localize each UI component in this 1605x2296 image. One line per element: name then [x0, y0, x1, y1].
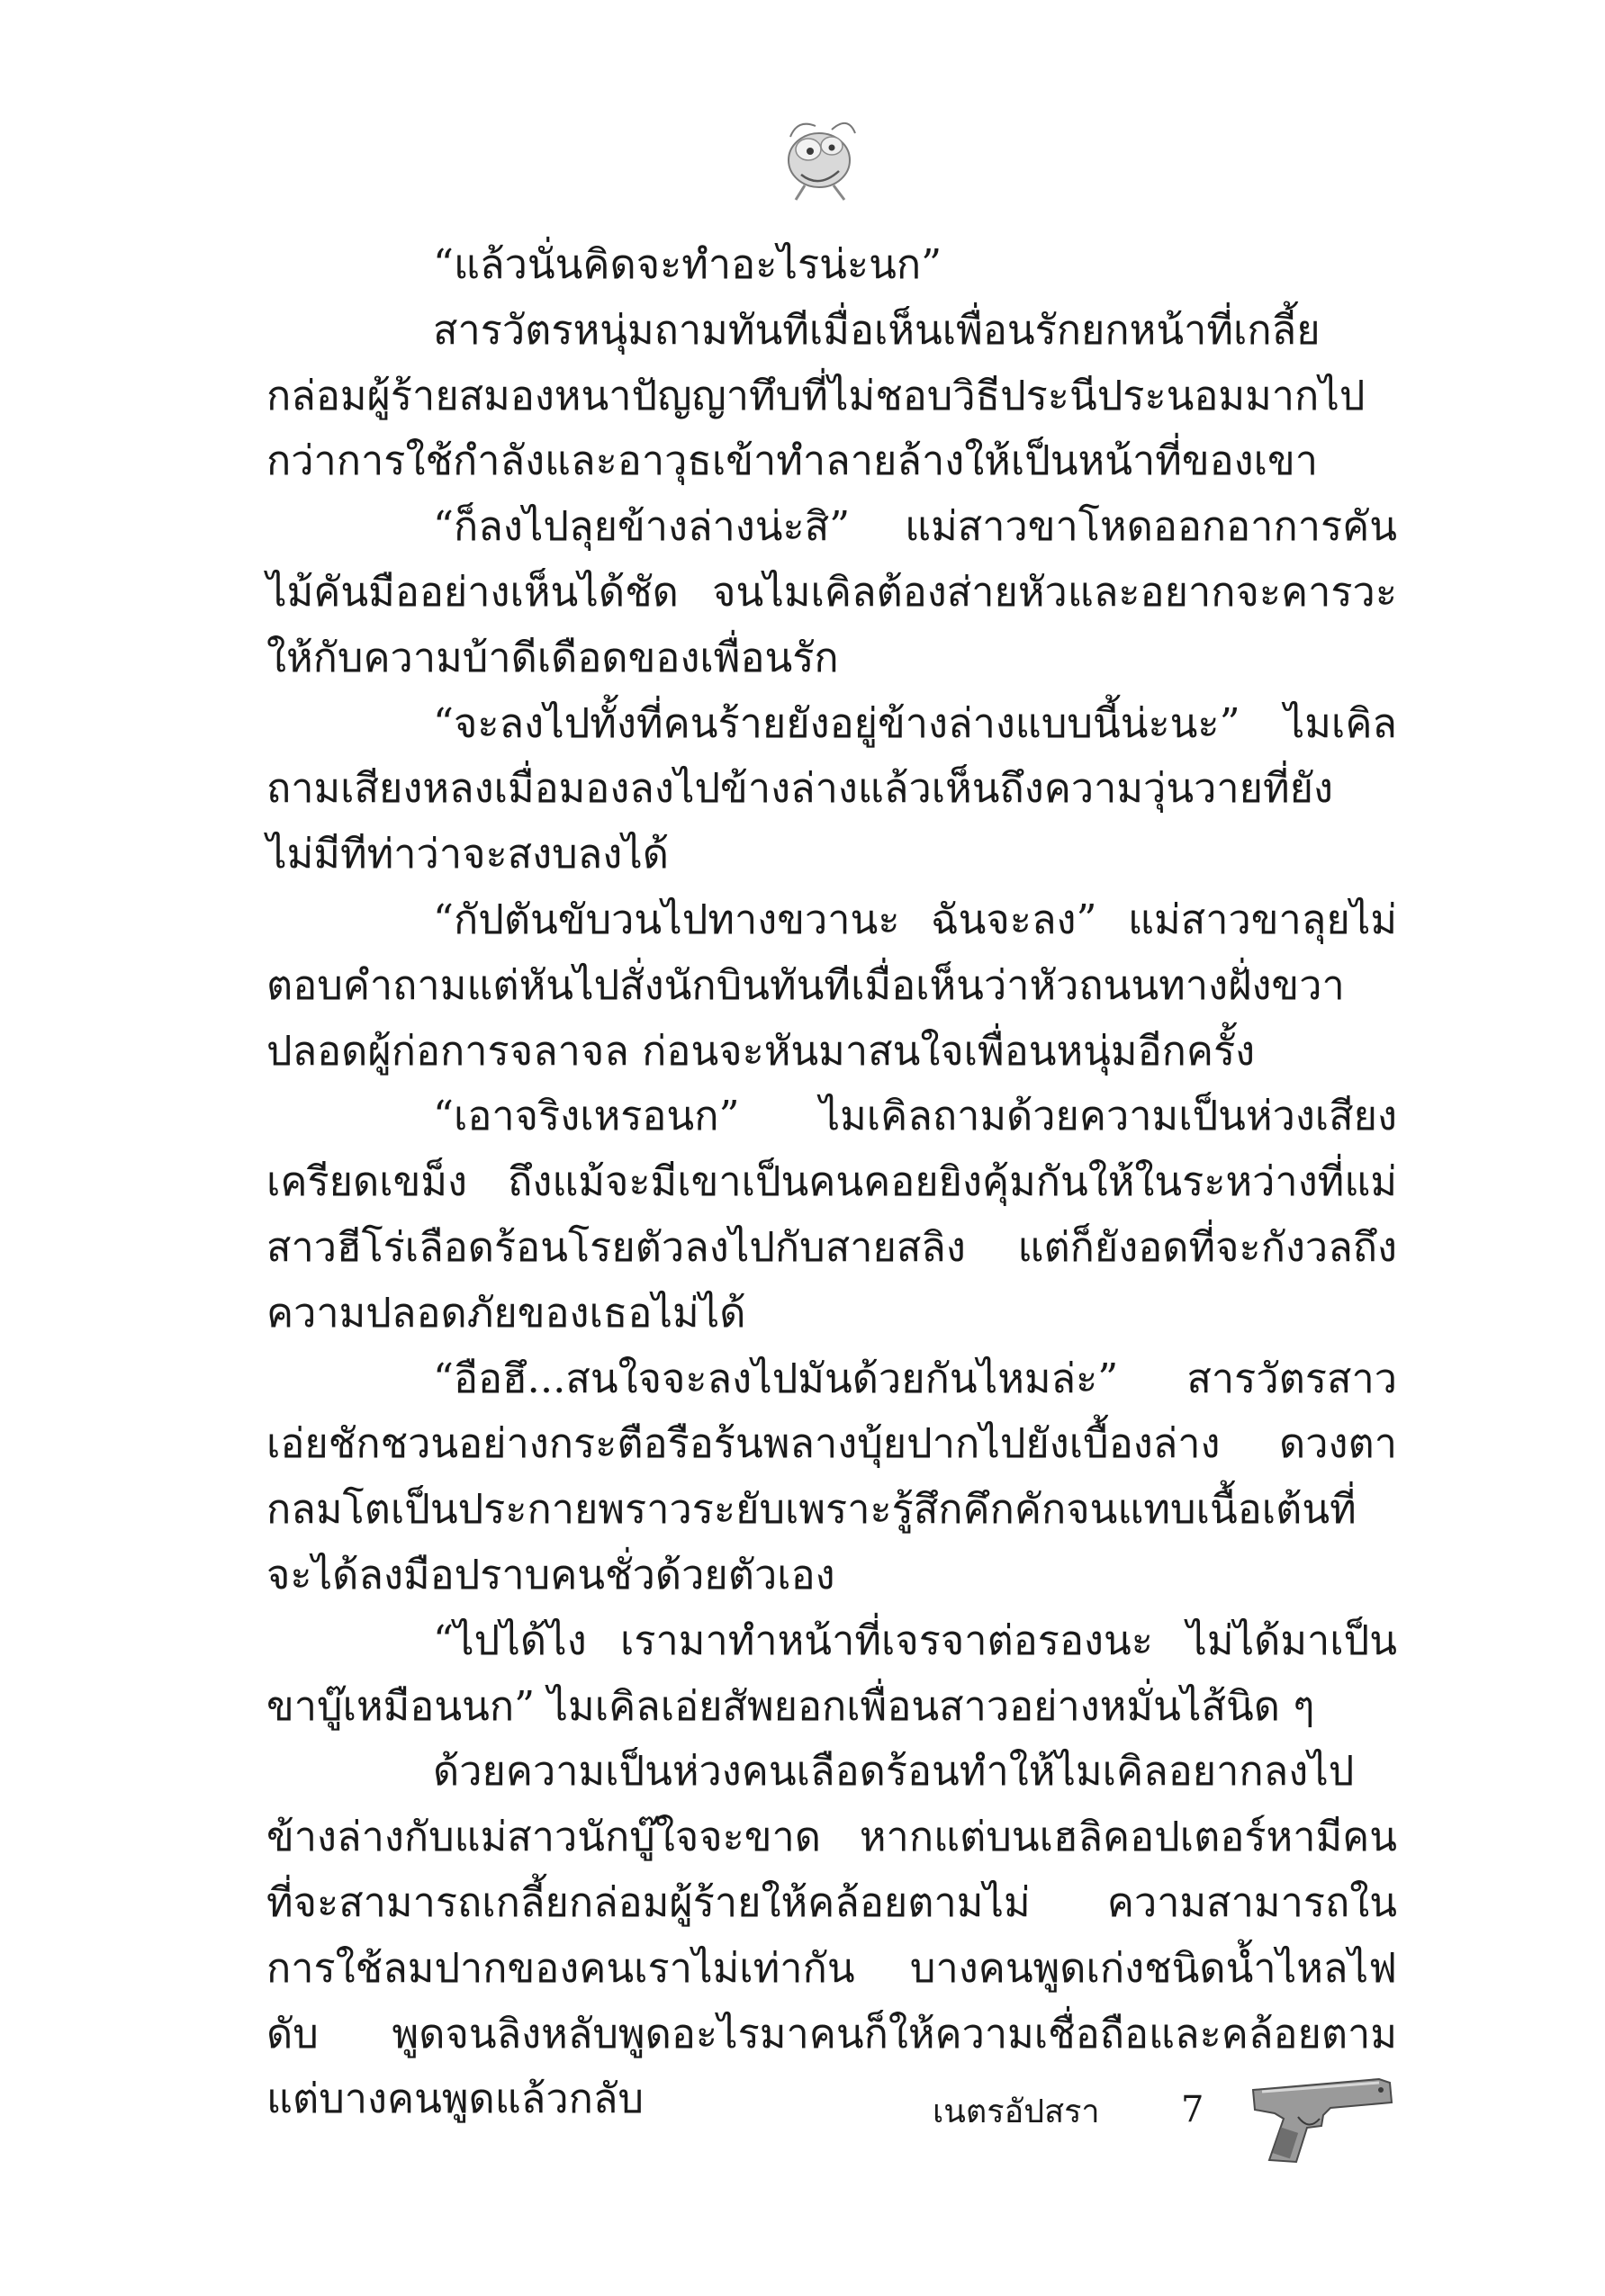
paragraph-7: “อือฮึ...สนใจจะลงไปมันด้วยกันไหมล่ะ” สารวัตรสาวเอ่ยชักชวนอย่างกระตือรือร้นพลางบุ้ยปากไปยังเบื้องล่าง ดวงตากลมโตเป็นประกายพราวระยับเพราะรู้สึกคึกคักจนแทบเนื้อเต้นที่จะได้ลงมือปราบคนชั่วด้วยตัวเอง: [266, 1354, 1397, 1598]
page-number: 7: [1181, 2089, 1204, 2130]
paragraph-2: สารวัตรหนุ่มถามทันทีเมื่อเห็นเพื่อนรักยกหน้าที่เกลี้ยกล่อมผู้ร้ายสมองหนาปัญญาทึบที่ไม่ชอบวิธีประนีประนอมมากไปกว่าการใช้กำลังและอาวุธเข้าทำลายล้างให้เป็นหน้าที่ของเขา: [266, 305, 1366, 485]
pistol-ornament-icon: [1244, 2063, 1402, 2169]
paragraph-6: “เอาจริงเหรอนก” ไมเคิลถามด้วยความเป็นห่วงเสียงเครียดเขม็ง ถึงแม้จะมีเขาเป็นคนคอยยิงคุ้มกันให้ในระหว่างที่แม่สาวฮีโร่เลือดร้อนโรยตัวลงไปกับสายสลิง แต่ก็ยังอดที่จะกังวลถึงความปลอดภัยของเธอไม่ได้: [266, 1092, 1397, 1337]
body-text: [266, 232, 1397, 2132]
paragraph-3: “ก็ลงไปลุยข้างล่างน่ะสิ” แม่สาวขาโหดออกอาการคันไม้คันมืออย่างเห็นได้ชัด จนไมเคิลต้องส่ายหัวและอยากจะคารวะให้กับความบ้าดีเดือดของเพื่อนรัก: [266, 502, 1397, 681]
paragraph-4: “จะลงไปทั้งที่คนร้ายยังอยู่ข้างล่างแบบนี้น่ะนะ” ไมเคิลถามเสียงหลงเมื่อมองลงไปข้างล่างแล้วเห็นถึงความวุ่นวายที่ยังไม่มีทีท่าว่าจะสงบลงได้: [266, 698, 1397, 878]
paragraph-8: “ไปได้ไง เรามาทำหน้าที่เจรจาต่อรองนะ ไม่ได้มาเป็นขาบู๊เหมือนนก” ไมเคิลเอ่ยสัพยอกเพื่อนสาวอย่างหมั่นไส้นิด ๆ: [266, 1616, 1397, 1730]
running-footer-title: เนตรอัปสรา: [933, 2093, 1100, 2130]
cartoon-face-ornament-icon: [769, 106, 870, 207]
paragraph-9: ด้วยความเป็นห่วงคนเลือดร้อนทำให้ไมเคิลอยากลงไปข้างล่างกับแม่สาวนักบู๊ใจจะขาด หากแต่บนเฮลิคอปเตอร์หามีคนที่จะสามารถเกลี้ยกล่อมผู้ร้ายให้คล้อยตามไม่ ความสามารถในการใช้ลมปากของคนเราไม่เท่ากัน บางคนพูดเก่งชนิดน้ำไหลไฟดับ พูดจนลิงหลับพูดอะไรมาคนก็ให้ความเชื่อถือและคล้อยตาม แต่บางคนพูดแล้วกลับ: [266, 1747, 1397, 2123]
paragraph-5: “กัปตันขับวนไปทางขวานะ ฉันจะลง” แม่สาวขาลุยไม่ตอบคำถามแต่หันไปสั่งนักบินทันทีเมื่อเห็นว่าหัวถนนทางฝั่งขวาปลอดผู้ก่อการจลาจล ก่อนจะหันมาสนใจเพื่อนหนุ่มอีกครั้ง: [266, 895, 1397, 1075]
paragraph-1: “แล้วนั่นคิดจะทำอะไรน่ะนก”: [433, 240, 942, 288]
